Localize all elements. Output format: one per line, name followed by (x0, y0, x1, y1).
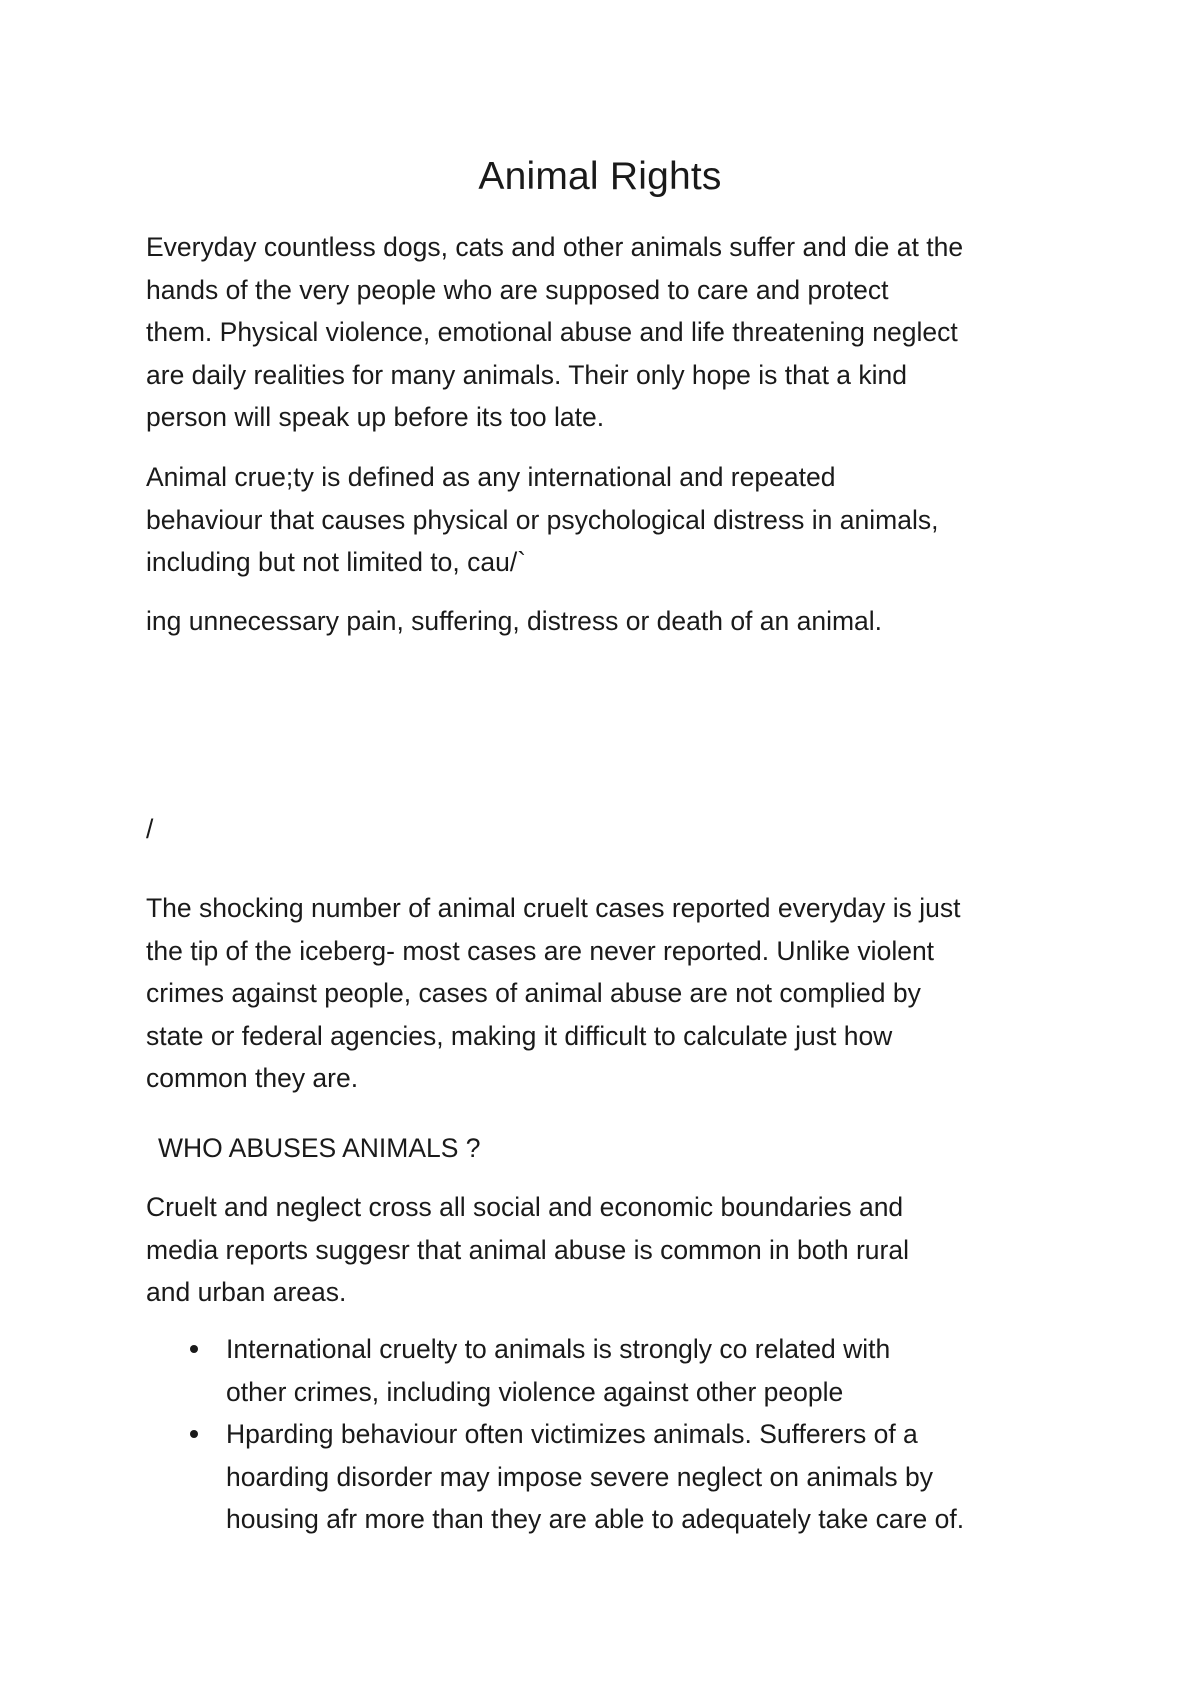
paragraph-line: Everyday countless dogs, cats and other animals suffer and die at the (146, 232, 964, 262)
bullet-line: Hparding behaviour often victimizes animals. Sufferers of a (226, 1419, 918, 1449)
paragraph-who-abuses (146, 1186, 1096, 1314)
paragraph-line: hands of the very people who are supposed to care and protect (146, 274, 889, 305)
bullet-line: International cruelty to animals is strongly co related with (226, 1334, 891, 1364)
stray-mark (146, 808, 1096, 851)
section-heading-text: WHO ABUSES ANIMALS ? (158, 1133, 481, 1163)
paragraph-line: including but not limited to, cau/` (146, 547, 527, 577)
paragraph-definition (146, 456, 1096, 584)
bullet-line: other crimes, including violence against other people (226, 1376, 844, 1407)
paragraph-line: crimes against people, cases of animal abuse are not complied by (146, 978, 921, 1008)
bullet-line: hoarding disorder may impose severe neglect on animals by (226, 1461, 934, 1492)
paragraph-line: them. Physical violence, emotional abuse and life threatening neglect (146, 317, 958, 347)
paragraph-line: the tip of the iceberg- most cases are never reported. Unlike violent (146, 935, 935, 966)
paragraph-line: are daily realities for many animals. Their only hope is that a kind (146, 359, 908, 390)
paragraph-line: behaviour that causes physical or psychological distress in animals, (146, 504, 939, 535)
stray-mark-text: / (146, 814, 154, 844)
bullet-dot-icon (190, 1430, 198, 1438)
paragraph-line: and urban areas. (146, 1277, 347, 1307)
bullet-item (146, 1413, 1096, 1541)
bullet-line: housing afr more than they are able to adequately take care of. (226, 1504, 965, 1534)
paragraph-line: state or federal agencies, making it difficult to calculate just how (146, 1020, 893, 1051)
paragraph-line: media reports suggesr that animal abuse is common in both rural (146, 1234, 909, 1265)
paragraph-intro (146, 226, 1096, 439)
section-heading (158, 1127, 1108, 1170)
paragraph-line: Animal crue;ty is defined as any international and repeated (146, 462, 836, 492)
paragraph-definition-continued (146, 600, 1096, 643)
paragraph-line: Cruelt and neglect cross all social and economic boundaries and (146, 1192, 904, 1222)
paragraph-line: ing unnecessary pain, suffering, distress or death of an animal. (146, 606, 883, 636)
paragraph-statistics (146, 887, 1096, 1100)
paragraph-line: person will speak up before its too late. (146, 402, 605, 432)
bullet-dot-icon (190, 1345, 198, 1353)
document-title: Animal Rights (478, 155, 722, 198)
bullet-item (146, 1328, 1096, 1413)
bullet-list (146, 1328, 1096, 1541)
paragraph-line: common they are. (146, 1063, 359, 1093)
paragraph-line: The shocking number of animal cruelt cases reported everyday is just (146, 893, 961, 923)
